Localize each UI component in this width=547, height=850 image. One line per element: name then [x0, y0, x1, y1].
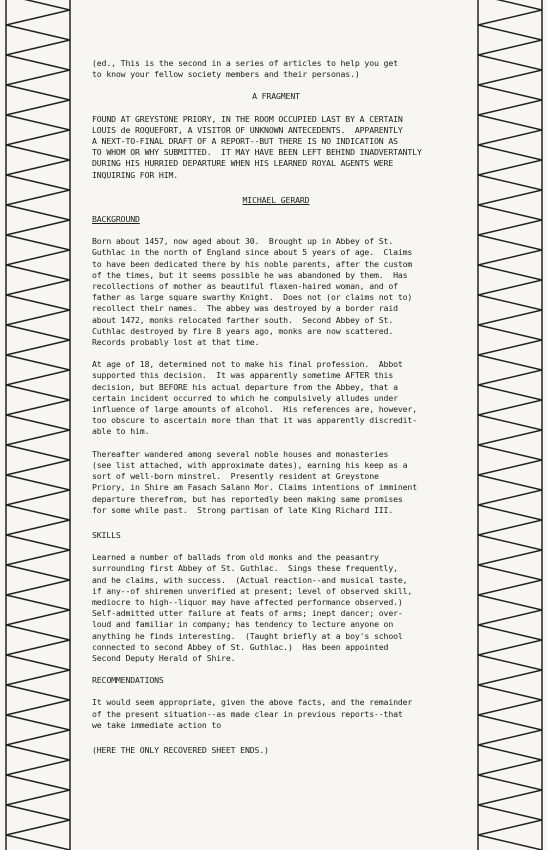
background-paragraph-1: Born about 1457, now aged about 30. Brought up in Abbey of St. Guthlac in the north of England since about 5 years of age. Claims to have been dedicated there by his noble parents, after the custom of the times, but it seems possible he was abandoned by them. Has recollections of mother as beautiful flaxen-haired woman, and of father as large square swarthy Knight. Does not (or claims not to) recollect their names. The abbey was destroyed by a border raid about 1472, monks relocated farther south. Second Abbey of St. Cuthlac destroyed by fire 8 years ago, monks are now scattered. Records probably lost at that time. [92, 236, 413, 348]
fragment-text: FOUND AT GREYSTONE PRIORY, IN THE ROOM OCCUPIED LAST BY A CERTAIN LOUIS de ROQUEFORT, A VISITOR OF UNKNOWN ANTECEDENTS. APPARENTLY A NEXT-TO-FINAL DRAFT OF A REPORT--BUT THERE IS NO INDICATION AS TO WHOM OR WHY SUBMITTED. IT MAY HAVE BEEN LEFT BEHIND INADVERTANTLY DURING HIS HURRIED DEPARTURE WHEN HIS LEARNED ROYAL AGENTS WERE INQUIRING FOR HIM. [92, 113, 422, 180]
background-heading: BACKGROUND [92, 214, 140, 225]
skills-paragraph: Learned a number of ballads from old monks and the peasantry surrounding first Abbey of St. Guthlac. Sings these frequently, and he claims, with success. (Actual reaction--and musical taste, if any--of shiremen unverified at present; level of observed skill, mediocre to high--liquor may have affected performance observed.) Self-admitted utter failure at feats of arms; inept dancer; over- loud and familiar in company; has tendency to lecture anyone on anything he finds interesting. (Taught briefly at a boy's school connected to second Abbey of St. Guthlac.) Has been appointed Second Deputy Herald of Shire. [92, 552, 413, 663]
document-page [92, 58, 460, 756]
left-zigzag-border [4, 0, 80, 850]
skills-heading: SKILLS [92, 529, 121, 540]
right-zigzag-border [470, 0, 546, 850]
recommendations-paragraph: It would seem appropriate, given the above facts, and the remainder of the present situation--as made clear in previous reports--that we take immediate action to [92, 697, 413, 730]
background-paragraph-3: Thereafter wandered among several noble houses and monasteries (see list attached, with approximate dates), earning his keep as a sort of well-born minstrel. Presently resident at Greystone Priory, in Shire am Fasach Salann Mor. Claims intentions of imminent departure therefrom, but has reportedly been making same promises for some while past. Strong partisan of late King Richard III. [92, 448, 417, 515]
persona-name-heading: MICHAEL GERARD [242, 194, 310, 205]
fragment-title: A FRAGMENT [252, 91, 300, 102]
editor-note: (ed., This is the second in a series of articles to help you get to know your fellow society members and their personas.) [92, 58, 398, 80]
background-paragraph-2: At age of 18, determined not to make his final profession. Abbot supported this decision. It was apparently sometime AFTER this decision, but BEFORE his actual departure from the Abbey, that a certain incident occurred to which he compulsively alludes under influence of large amounts of alcohol. His references are, however, too obscure to ascertain more than that it was apparently discredit- able to him. [92, 359, 417, 437]
recommendations-heading: RECOMMENDATIONS [92, 675, 164, 686]
closing-note: (HERE THE ONLY RECOVERED SHEET ENDS.) [92, 744, 269, 755]
